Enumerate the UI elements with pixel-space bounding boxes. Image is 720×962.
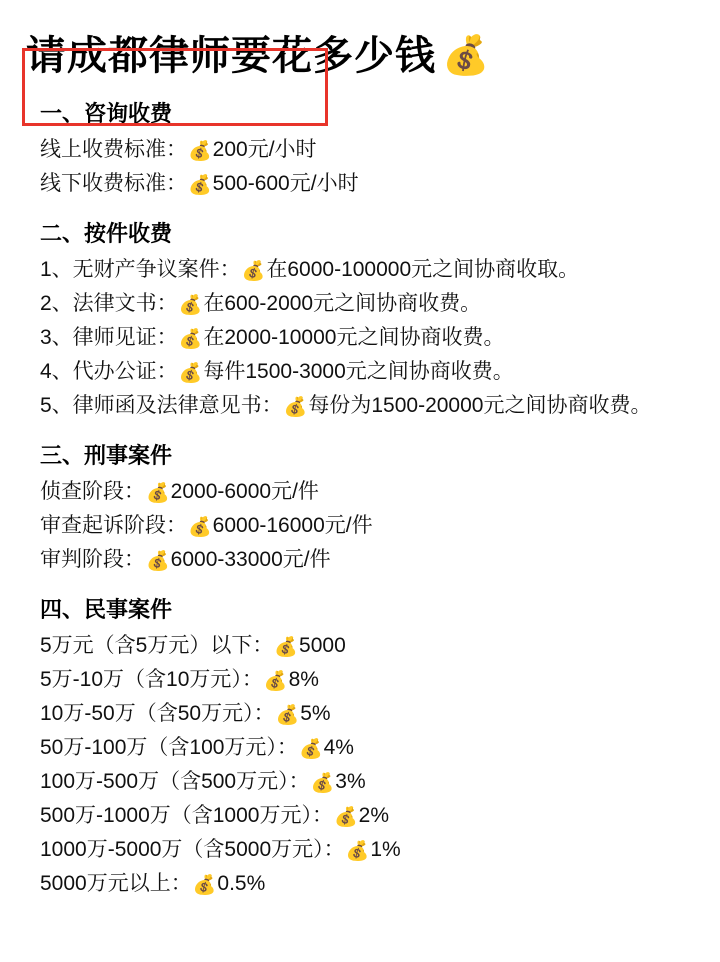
fee-value: 1% bbox=[370, 838, 401, 862]
fee-label: 线下收费标准： bbox=[40, 171, 187, 195]
fee-value: 5% bbox=[300, 702, 331, 726]
fee-value: 在2000-10000元之间协商收费。 bbox=[203, 326, 505, 350]
fee-line bbox=[40, 799, 696, 833]
fee-line bbox=[40, 355, 696, 389]
fee-label: 1、无财产争议案件： bbox=[40, 258, 241, 282]
fee-line bbox=[40, 389, 696, 423]
money-bag-icon: 💰 bbox=[178, 329, 203, 351]
money-bag-icon: 💰 bbox=[178, 363, 203, 385]
fee-line bbox=[40, 697, 696, 731]
fee-label: 10万-50万（含50万元）： bbox=[40, 702, 275, 726]
money-bag-icon: 💰 bbox=[241, 261, 266, 283]
money-bag-icon: 💰 bbox=[333, 807, 358, 829]
section-heading: 二、按件收费 bbox=[40, 220, 173, 246]
money-bag-icon: 💰 bbox=[274, 637, 299, 659]
fee-section bbox=[24, 439, 696, 577]
fee-line bbox=[40, 253, 696, 287]
money-bag-icon: 💰 bbox=[192, 875, 217, 897]
fee-label: 审判阶段： bbox=[40, 548, 145, 572]
fee-section bbox=[24, 97, 696, 201]
fee-line bbox=[40, 629, 696, 663]
fee-value: 每件1500-3000元之间协商收费。 bbox=[203, 360, 514, 384]
money-bag-icon: 💰 bbox=[188, 174, 212, 196]
money-bag-icon: 💰 bbox=[178, 295, 203, 317]
section-heading: 四、民事案件 bbox=[40, 597, 173, 623]
fee-label: 3、律师见证： bbox=[40, 326, 178, 350]
fee-label: 线上收费标准： bbox=[40, 137, 187, 161]
fee-value: 500-600元/小时 bbox=[212, 171, 359, 195]
fee-label: 500万-1000万（含1000万元）： bbox=[40, 804, 333, 828]
fee-label: 4、代办公证： bbox=[40, 360, 178, 384]
money-bag-icon: 💰 bbox=[283, 397, 308, 419]
fee-section bbox=[24, 217, 696, 423]
money-bag-icon: 💰 bbox=[442, 35, 490, 78]
money-bag-icon: 💰 bbox=[310, 773, 335, 795]
fee-line bbox=[40, 287, 696, 321]
note-body bbox=[24, 97, 696, 902]
fee-label: 侦查阶段： bbox=[40, 480, 145, 504]
fee-value: 6000-16000元/件 bbox=[212, 514, 373, 538]
fee-line bbox=[40, 731, 696, 765]
fee-line bbox=[40, 475, 696, 509]
fee-value: 2000-6000元/件 bbox=[170, 480, 319, 504]
fee-section bbox=[24, 593, 696, 901]
fee-label: 5万-10万（含10万元）： bbox=[40, 668, 263, 692]
fee-line bbox=[40, 765, 696, 799]
fee-label: 5、律师函及法律意见书： bbox=[40, 394, 283, 418]
money-bag-icon: 💰 bbox=[188, 517, 212, 539]
fee-line bbox=[40, 663, 696, 697]
money-bag-icon: 💰 bbox=[146, 483, 170, 505]
fee-line bbox=[40, 833, 696, 867]
money-bag-icon: 💰 bbox=[146, 551, 170, 573]
fee-value: 4% bbox=[323, 736, 354, 760]
money-bag-icon: 💰 bbox=[188, 140, 212, 162]
fee-value: 8% bbox=[288, 668, 319, 692]
section-heading: 一、咨询收费 bbox=[40, 100, 173, 126]
fee-label: 1000万-5000万（含5000万元）： bbox=[40, 838, 345, 862]
money-bag-icon: 💰 bbox=[298, 739, 323, 761]
fee-value: 2% bbox=[358, 804, 389, 828]
fee-value: 每份为1500-20000元之间协商收费。 bbox=[308, 394, 652, 418]
page-title bbox=[26, 34, 696, 79]
fee-line bbox=[40, 509, 696, 543]
fee-value: 在6000-100000元之间协商收取。 bbox=[266, 258, 580, 282]
fee-label: 50万-100万（含100万元）： bbox=[40, 736, 298, 760]
fee-value: 6000-33000元/件 bbox=[170, 548, 331, 572]
fee-line bbox=[40, 133, 696, 167]
fee-value: 3% bbox=[335, 770, 366, 794]
fee-label: 100万-500万（含500万元）： bbox=[40, 770, 310, 794]
fee-line bbox=[40, 321, 696, 355]
fee-value: 5000 bbox=[299, 634, 346, 658]
fee-label: 5万元（含5万元）以下： bbox=[40, 634, 274, 658]
section-heading: 三、刑事案件 bbox=[40, 443, 173, 469]
fee-label: 2、法律文书： bbox=[40, 292, 178, 316]
money-bag-icon: 💰 bbox=[345, 841, 370, 863]
fee-label: 审查起诉阶段： bbox=[40, 514, 187, 538]
fee-value: 200元/小时 bbox=[212, 137, 317, 161]
fee-value: 在600-2000元之间协商收费。 bbox=[203, 292, 482, 316]
fee-line bbox=[40, 543, 696, 577]
money-bag-icon: 💰 bbox=[263, 671, 288, 693]
fee-value: 0.5% bbox=[217, 872, 266, 896]
fee-line bbox=[40, 167, 696, 201]
page-title-text: 请成都律师要花多少钱 bbox=[26, 34, 436, 78]
fee-line bbox=[40, 867, 696, 901]
money-bag-icon: 💰 bbox=[275, 705, 300, 727]
fee-label: 5000万元以上： bbox=[40, 872, 192, 896]
